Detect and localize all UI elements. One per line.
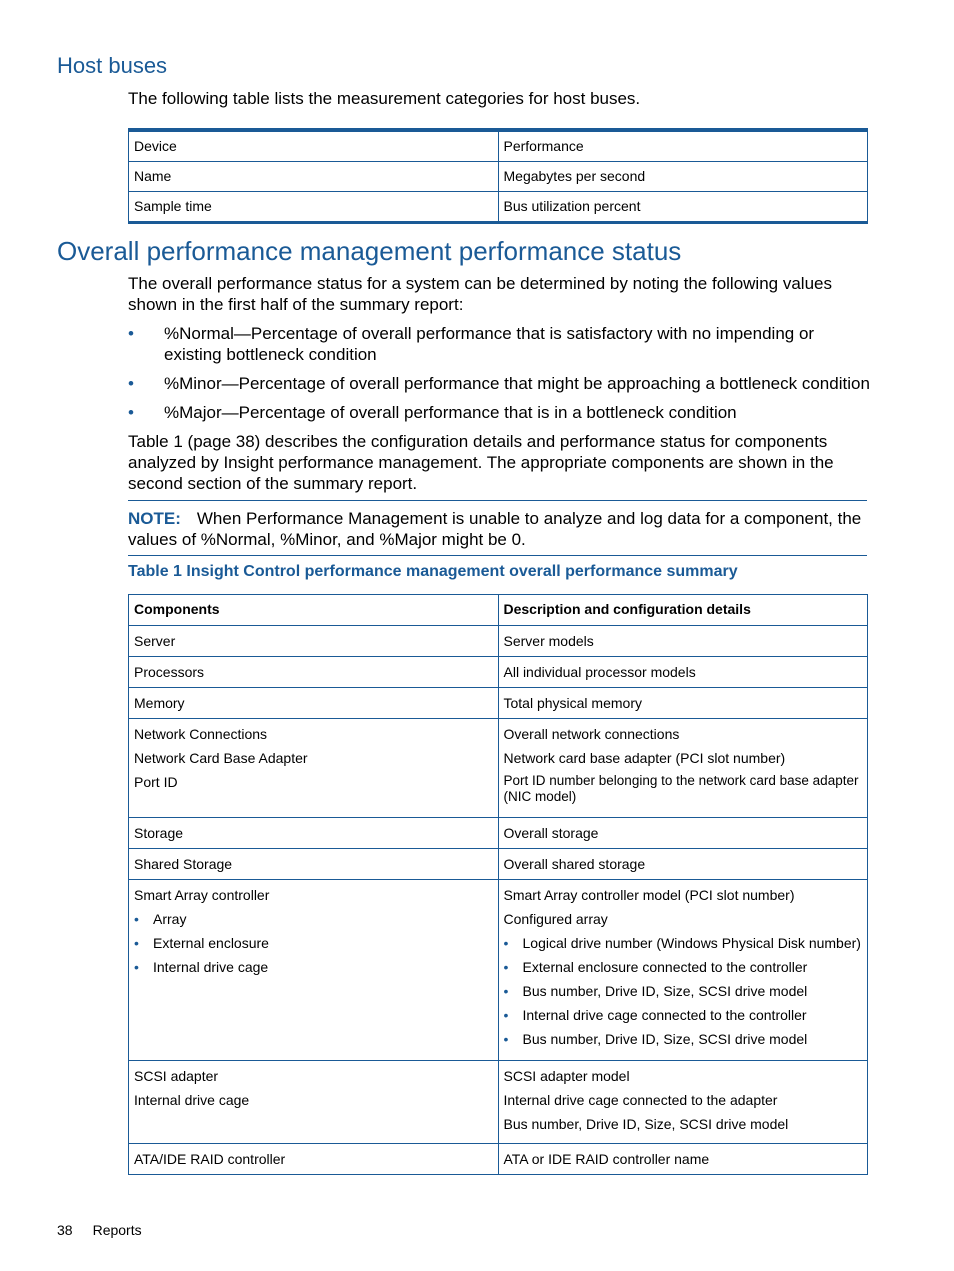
note-text: When Performance Management is unable to analyze and log data for a component, the values of %Normal, %Minor, and %Major might be 0. bbox=[128, 509, 862, 549]
table-row bbox=[129, 849, 868, 880]
list-item: • %Normal—Percentage of overall performance that is satisfactory with no impending or existing bottleneck condition bbox=[128, 323, 873, 365]
list-item: • External enclosure bbox=[134, 934, 493, 952]
table-row bbox=[129, 688, 868, 719]
list-item: • %Minor—Percentage of overall performance that might be approaching a bottleneck condition bbox=[128, 373, 873, 394]
column-header: Components bbox=[129, 595, 499, 626]
overall-heading: Overall performance management performance status bbox=[57, 236, 682, 266]
list-item: • External enclosure connected to the controller bbox=[504, 958, 863, 976]
list-item: • Logical drive number (Windows Physical Disk number) bbox=[504, 934, 863, 952]
table-header-row bbox=[129, 595, 868, 626]
page-footer bbox=[57, 1222, 142, 1238]
host-buses-table bbox=[128, 128, 868, 224]
cell-line: Network card base adapter (PCI slot number) bbox=[503, 750, 786, 766]
table-cell: Overall storage bbox=[498, 818, 868, 849]
table-cell: Performance bbox=[498, 130, 868, 162]
table-cell: Device bbox=[129, 130, 499, 162]
cell-line: Port ID bbox=[134, 774, 178, 790]
list-item: • Bus number, Drive ID, Size, SCSI drive model bbox=[504, 1030, 863, 1048]
table-cell: Megabytes per second bbox=[498, 162, 868, 192]
host-buses-heading: Host buses bbox=[57, 53, 168, 78]
table-cell bbox=[129, 880, 499, 1061]
table-reference-text: Table 1 (page 38) describes the configuration details and performance status for components analyzed by Insight performance management. The appropriate components are shown in the second section of the summary report. bbox=[128, 432, 834, 493]
table-cell: Total physical memory bbox=[498, 688, 868, 719]
table-cell bbox=[129, 1061, 499, 1144]
cell-line: Internal drive cage bbox=[134, 1092, 250, 1108]
table-cell bbox=[498, 719, 868, 818]
host-buses-intro: The following table lists the measurement categories for host buses. bbox=[128, 89, 641, 108]
table-caption: Table 1 Insight Control performance management overall performance summary bbox=[128, 563, 738, 580]
cell-line: Smart Array controller bbox=[134, 887, 270, 903]
table-cell: ATA/IDE RAID controller bbox=[129, 1144, 499, 1175]
table-row bbox=[129, 626, 868, 657]
table-cell: Server models bbox=[498, 626, 868, 657]
table-row bbox=[129, 162, 868, 192]
list-item: • Internal drive cage connected to the controller bbox=[504, 1006, 863, 1024]
status-bullet-list bbox=[128, 323, 873, 431]
table-row bbox=[129, 1061, 868, 1144]
table-row bbox=[129, 719, 868, 818]
cell-bullet-list bbox=[504, 934, 863, 1048]
cell-line: Port ID number belonging to the network card base adapter (NIC model) bbox=[503, 773, 859, 804]
table-cell: Bus utilization percent bbox=[498, 192, 868, 223]
table-row bbox=[129, 818, 868, 849]
table-cell: Memory bbox=[129, 688, 499, 719]
table-row bbox=[129, 657, 868, 688]
table-cell: Sample time bbox=[129, 192, 499, 223]
note-label: NOTE: bbox=[128, 509, 181, 528]
list-item: • Internal drive cage bbox=[134, 958, 493, 976]
table-cell: Processors bbox=[129, 657, 499, 688]
cell-line: Network Connections bbox=[134, 726, 268, 742]
table-cell: Server bbox=[129, 626, 499, 657]
list-item: • Array bbox=[134, 910, 493, 928]
list-item: • Bus number, Drive ID, Size, SCSI drive model bbox=[504, 982, 863, 1000]
table-row bbox=[129, 880, 868, 1061]
footer-section: Reports bbox=[92, 1222, 142, 1238]
overall-intro: The overall performance status for a system can be determined by noting the following values shown in the first half of the summary report: bbox=[128, 274, 832, 314]
cell-line: Internal drive cage connected to the adapter bbox=[503, 1092, 778, 1108]
table-cell bbox=[129, 719, 499, 818]
cell-line: Configured array bbox=[503, 911, 608, 927]
table-row bbox=[129, 1144, 868, 1175]
note-box bbox=[128, 500, 867, 556]
table-row bbox=[129, 192, 868, 223]
table-cell: Name bbox=[129, 162, 499, 192]
cell-line: Bus number, Drive ID, Size, SCSI drive model bbox=[503, 1116, 789, 1132]
table-cell: Shared Storage bbox=[129, 849, 499, 880]
list-item: • %Major—Percentage of overall performance that is in a bottleneck condition bbox=[128, 402, 873, 423]
page-number: 38 bbox=[57, 1222, 73, 1238]
column-header: Description and configuration details bbox=[498, 595, 868, 626]
cell-line: Overall network connections bbox=[503, 726, 680, 742]
table-cell: ATA or IDE RAID controller name bbox=[498, 1144, 868, 1175]
table-row bbox=[129, 130, 868, 162]
cell-line: SCSI adapter model bbox=[503, 1068, 630, 1084]
table-cell: All individual processor models bbox=[498, 657, 868, 688]
cell-line: Network Card Base Adapter bbox=[134, 750, 308, 766]
cell-bullet-list bbox=[134, 910, 493, 976]
table-cell bbox=[498, 1061, 868, 1144]
table-cell bbox=[498, 880, 868, 1061]
performance-summary-table bbox=[128, 594, 868, 1175]
table-reference-paragraph bbox=[128, 431, 868, 494]
cell-line: SCSI adapter bbox=[134, 1068, 219, 1084]
cell-line: Smart Array controller model (PCI slot number) bbox=[503, 887, 795, 903]
table-cell: Storage bbox=[129, 818, 499, 849]
table-cell: Overall shared storage bbox=[498, 849, 868, 880]
